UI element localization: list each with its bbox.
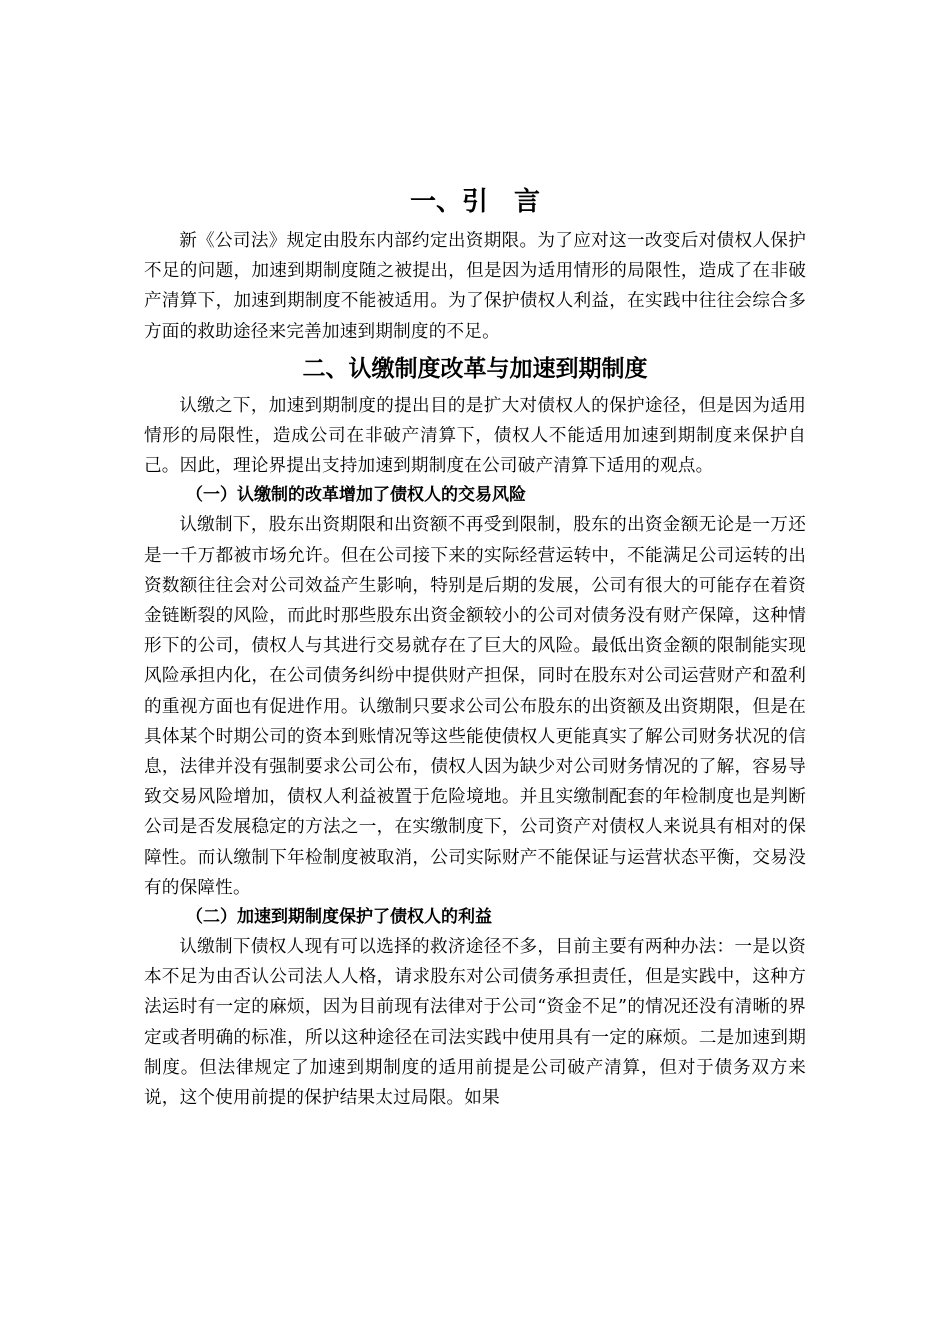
subsection-heading-transaction-risk: （一）认缴制的改革增加了债权人的交易风险 bbox=[186, 485, 526, 506]
subsection-heading-creditor-protection: （二）加速到期制度保护了债权人的利益 bbox=[186, 907, 492, 928]
document-body bbox=[144, 186, 806, 1113]
section-heading-subscription-reform: 二、认缴制度改革与加速到期制度 bbox=[302, 354, 648, 382]
subsection1-paragraph: 认缴制下，股东出资期限和出资额不再受到限制，股东的出资金额无论是一万还是一千万都被市场允许。但在公司接下来的实际经营运转中，不能满足公司运转的出资数额往往会对公司效益产生影响，特别是后期的发展，公司有很大的可能存在着资金链断裂的风险，而此时那些股东出资金额较小的公司对债务没有财产保障，这种情形下的公司，债权人与其进行交易就存在了巨大的风险。最低出资金额的限制能实现风险承担内化，在公司债务纠纷中提供财产担保，同时在股东对公司运营财产和盈利的重视方面也有促进作用。认缴制只要求公司公布股东的出资额及出资期限，但是在具体某个时期公司的资本到账情况等这些能使债权人更能真实了解公司财务状况的信息，法律并没有强制要求公司公布，债权人因为缺少对公司财务情况的了解，容易导致交易风险增加，债权人利益被置于危险境地。并且实缴制配套的年检制度也是判断公司是否发展稳定的方法之一，在实缴制度下，公司资产对债权人来说具有相对的保障性。而认缴制下年检制度被取消，公司实际财产不能保证与运营状态平衡，交易没有的保障性。 bbox=[144, 515, 806, 898]
introduction-paragraph: 新《公司法》规定由股东内部约定出资期限。为了应对这一改变后对债权人保护不足的问题，加速到期制度随之被提出，但是因为适用情形的局限性，造成了在非破产清算下，加速到期制度不能被适用。为了保护债权人利益，在实践中往往会综合多方面的救助途径来完善加速到期制度的不足。 bbox=[144, 231, 806, 342]
subsection2-paragraph: 认缴制下债权人现有可以选择的救济途径不多，目前主要有两种办法：一是以资本不足为由否认公司法人人格，请求股东对公司债务承担责任，但是实践中，这种方法运时有一定的麻烦，因为目前现有法律对于公司“资金不足”的情况还没有清晰的界定或者明确的标准，所以这种途径在司法实践中使用具有一定的麻烦。二是加速到期制度。但法律规定了加速到期制度的适用前提是公司破产清算，但对于债务双方来说，这个使用前提的保护结果太过局限。如果 bbox=[144, 937, 806, 1109]
section-heading-introduction: 一、引 言 bbox=[409, 187, 540, 217]
section2-intro-paragraph: 认缴之下，加速到期制度的提出目的是扩大对债权人的保护途径，但是因为适用情形的局限性，造成公司在非破产清算下，债权人不能适用加速到期制度来保护自己。因此，理论界提出支持加速到期制度在公司破产清算下适用的观点。 bbox=[144, 395, 806, 477]
